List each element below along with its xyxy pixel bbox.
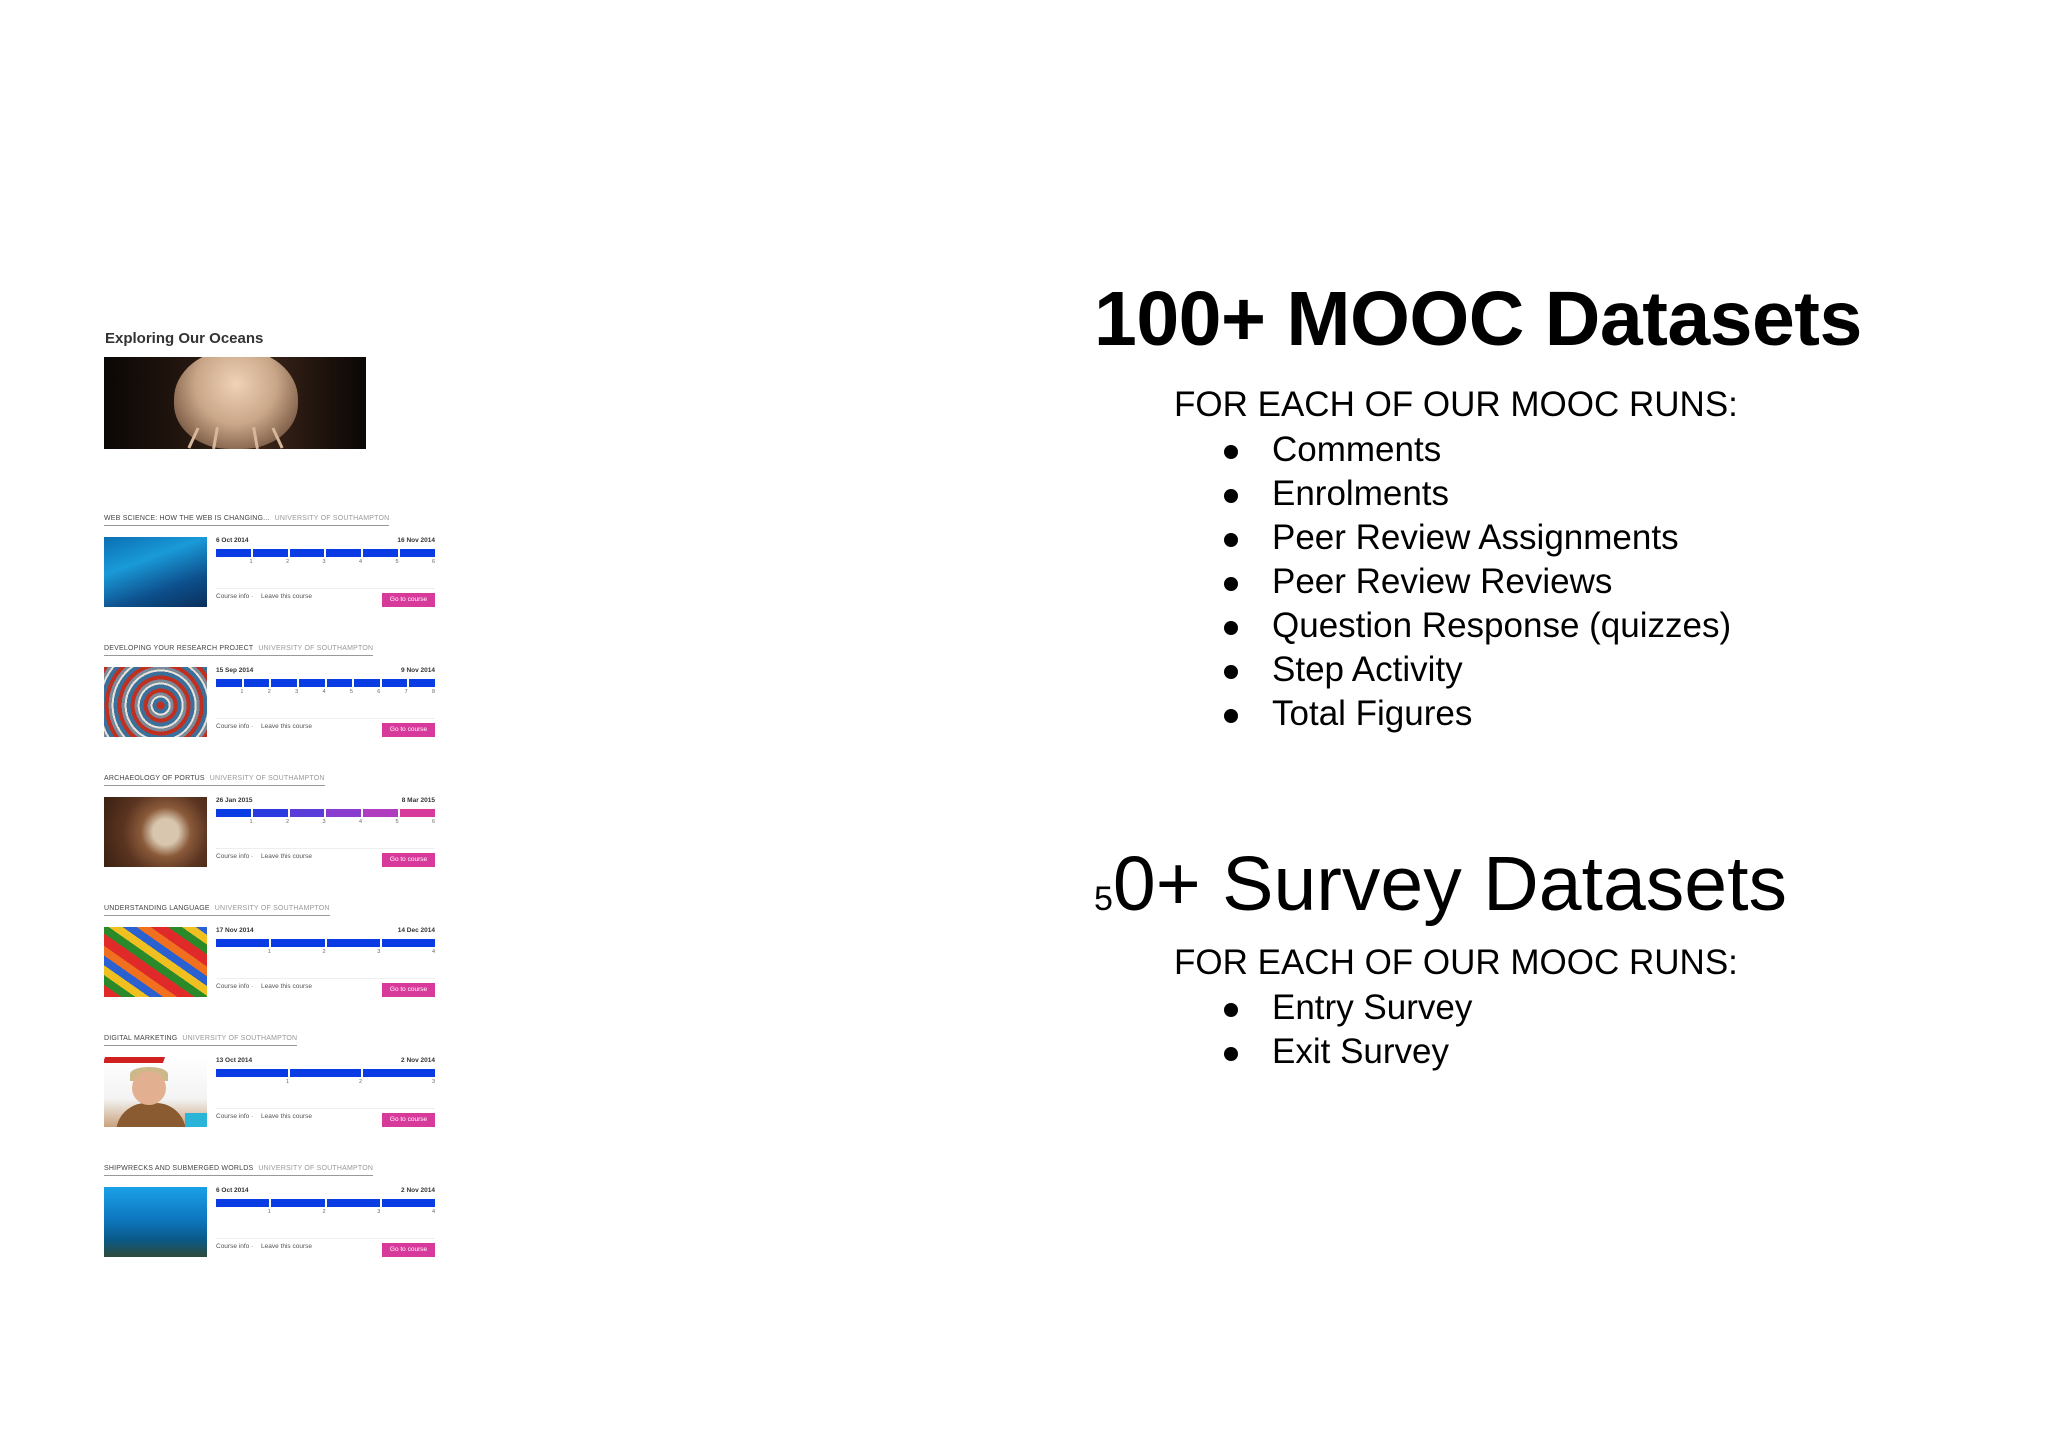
week-label: 5 bbox=[395, 819, 399, 825]
week-label: 1 bbox=[240, 689, 244, 695]
list-item: Step Activity bbox=[1224, 648, 1731, 692]
go-to-course-button[interactable]: Go to course bbox=[382, 723, 435, 737]
course-card: DEVELOPING YOUR RESEARCH PROJECT UNIVERSITY OF SOUTHAMPTON 15 Sep 2014 9 Nov 2014 1 2 3 4 5 6 7 8 Course info · Leave this course Go to course bbox=[104, 651, 435, 747]
survey-datasets-heading bbox=[1094, 840, 1787, 929]
course-university: UNIVERSITY OF SOUTHAMPTON bbox=[258, 645, 374, 652]
week-label: 6 bbox=[377, 689, 381, 695]
week-label: 4 bbox=[358, 559, 362, 565]
week-label: 3 bbox=[377, 1209, 381, 1215]
course-name: DEVELOPING YOUR RESEARCH PROJECT bbox=[104, 645, 254, 652]
leave-course-link[interactable]: Leave this course bbox=[261, 1243, 312, 1250]
survey-dataset-list bbox=[1224, 986, 1472, 1074]
week-label: 2 bbox=[285, 819, 289, 825]
list-item: Comments bbox=[1224, 428, 1731, 472]
end-date: 8 Mar 2015 bbox=[401, 797, 435, 804]
go-to-course-button[interactable]: Go to course bbox=[382, 983, 435, 997]
start-date: 13 Oct 2014 bbox=[216, 1057, 253, 1064]
week-label: 6 bbox=[431, 819, 435, 825]
course-card: DIGITAL MARKETING UNIVERSITY OF SOUTHAMPTON 13 Oct 2014 2 Nov 2014 1 2 3 Course info · Leave this course Go to course bbox=[104, 1041, 435, 1137]
course-card: ARCHAEOLOGY OF PORTUS UNIVERSITY OF SOUTHAMPTON 26 Jan 2015 8 Mar 2015 1 2 3 4 5 6 Course info · Leave this course Go to course bbox=[104, 781, 435, 877]
featured-course-title[interactable]: Exploring Our Oceans bbox=[105, 330, 264, 347]
list-item: Enrolments bbox=[1224, 472, 1731, 516]
week-progress-bar bbox=[216, 939, 435, 947]
week-label: 1 bbox=[285, 1079, 289, 1085]
week-label: 4 bbox=[431, 1209, 435, 1215]
week-label: 2 bbox=[322, 1209, 326, 1215]
course-name: WEB SCIENCE: HOW THE WEB IS CHANGING... bbox=[104, 515, 270, 522]
list-item: Question Response (quizzes) bbox=[1224, 604, 1731, 648]
week-progress-bar bbox=[216, 1069, 435, 1077]
start-date: 6 Oct 2014 bbox=[216, 537, 249, 544]
start-date: 15 Sep 2014 bbox=[216, 667, 254, 674]
course-header[interactable] bbox=[104, 645, 373, 656]
course-university: UNIVERSITY OF SOUTHAMPTON bbox=[209, 775, 325, 782]
week-label: 1 bbox=[249, 559, 253, 565]
start-date: 6 Oct 2014 bbox=[216, 1187, 249, 1194]
go-to-course-button[interactable]: Go to course bbox=[382, 593, 435, 607]
course-header[interactable] bbox=[104, 1035, 297, 1046]
week-progress-bar bbox=[216, 809, 435, 817]
leave-course-link[interactable]: Leave this course bbox=[261, 723, 312, 730]
course-thumbnail[interactable] bbox=[104, 1187, 207, 1257]
list-item: Peer Review Assignments bbox=[1224, 516, 1731, 560]
course-thumbnail[interactable] bbox=[104, 797, 207, 867]
week-label: 1 bbox=[249, 819, 253, 825]
mooc-datasets-heading: 100+ MOOC Datasets bbox=[1094, 276, 1862, 362]
heading-prefix: 5 bbox=[1094, 880, 1113, 918]
week-label: 6 bbox=[431, 559, 435, 565]
go-to-course-button[interactable]: Go to course bbox=[382, 853, 435, 867]
mooc-subheading: FOR EACH OF OUR MOOC RUNS: bbox=[1174, 385, 1738, 424]
end-date: 2 Nov 2014 bbox=[401, 1057, 435, 1064]
course-info-link[interactable]: Course info bbox=[216, 1243, 250, 1250]
week-progress-bar bbox=[216, 549, 435, 557]
leave-course-link[interactable]: Leave this course bbox=[261, 853, 312, 860]
course-info-link[interactable]: Course info bbox=[216, 983, 250, 990]
survey-subheading: FOR EACH OF OUR MOOC RUNS: bbox=[1174, 943, 1738, 982]
heading-rest: 0+ Survey Datasets bbox=[1112, 841, 1788, 927]
week-label: 4 bbox=[358, 819, 362, 825]
week-label: 4 bbox=[431, 949, 435, 955]
list-item: Total Figures bbox=[1224, 692, 1731, 736]
week-label: 2 bbox=[322, 949, 326, 955]
week-label: 7 bbox=[404, 689, 408, 695]
course-name: UNDERSTANDING LANGUAGE bbox=[104, 905, 210, 912]
course-card: SHIPWRECKS AND SUBMERGED WORLDS UNIVERSITY OF SOUTHAMPTON 6 Oct 2014 2 Nov 2014 1 2 3 4 Course info · Leave this course Go to course bbox=[104, 1171, 435, 1267]
list-item: Exit Survey bbox=[1224, 1030, 1472, 1074]
course-thumbnail[interactable] bbox=[104, 667, 207, 737]
course-university: UNIVERSITY OF SOUTHAMPTON bbox=[258, 1165, 374, 1172]
course-thumbnail[interactable] bbox=[104, 1057, 207, 1127]
list-item: Entry Survey bbox=[1224, 986, 1472, 1030]
course-university: UNIVERSITY OF SOUTHAMPTON bbox=[274, 515, 390, 522]
course-header[interactable] bbox=[104, 775, 325, 786]
course-university: UNIVERSITY OF SOUTHAMPTON bbox=[214, 905, 330, 912]
week-label: 2 bbox=[267, 689, 271, 695]
course-thumbnail[interactable] bbox=[104, 927, 207, 997]
week-label: 1 bbox=[267, 1209, 271, 1215]
week-label: 4 bbox=[322, 689, 326, 695]
course-university: UNIVERSITY OF SOUTHAMPTON bbox=[182, 1035, 298, 1042]
leave-course-link[interactable]: Leave this course bbox=[261, 983, 312, 990]
course-thumbnail[interactable] bbox=[104, 537, 207, 607]
course-name: DIGITAL MARKETING bbox=[104, 1035, 178, 1042]
end-date: 14 Dec 2014 bbox=[397, 927, 435, 934]
course-card: WEB SCIENCE: HOW THE WEB IS CHANGING... UNIVERSITY OF SOUTHAMPTON 6 Oct 2014 16 Nov 2014 1 2 3 4 5 6 Course info · Leave this course Go to course bbox=[104, 521, 435, 617]
week-label: 3 bbox=[322, 559, 326, 565]
list-item: Peer Review Reviews bbox=[1224, 560, 1731, 604]
start-date: 26 Jan 2015 bbox=[216, 797, 253, 804]
course-header[interactable] bbox=[104, 515, 389, 526]
course-card: UNDERSTANDING LANGUAGE UNIVERSITY OF SOUTHAMPTON 17 Nov 2014 14 Dec 2014 1 2 3 4 Course info · Leave this course Go to course bbox=[104, 911, 435, 1007]
course-list-screenshot bbox=[104, 330, 484, 1267]
course-header[interactable] bbox=[104, 1165, 373, 1176]
course-name: SHIPWRECKS AND SUBMERGED WORLDS bbox=[104, 1165, 254, 1172]
featured-course-image[interactable] bbox=[104, 357, 366, 449]
end-date: 9 Nov 2014 bbox=[401, 667, 435, 674]
week-label: 5 bbox=[395, 559, 399, 565]
leave-course-link[interactable]: Leave this course bbox=[261, 593, 312, 600]
end-date: 16 Nov 2014 bbox=[397, 537, 435, 544]
week-label: 3 bbox=[377, 949, 381, 955]
course-info-link[interactable]: Course info bbox=[216, 723, 250, 730]
week-label: 3 bbox=[431, 1079, 435, 1085]
week-label: 1 bbox=[267, 949, 271, 955]
week-label: 2 bbox=[358, 1079, 362, 1085]
week-progress-bar bbox=[216, 1199, 435, 1207]
week-label: 3 bbox=[295, 689, 299, 695]
go-to-course-button[interactable]: Go to course bbox=[382, 1113, 435, 1127]
end-date: 2 Nov 2014 bbox=[401, 1187, 435, 1194]
week-progress-bar bbox=[216, 679, 435, 687]
week-label: 2 bbox=[285, 559, 289, 565]
course-info-link[interactable]: Course info bbox=[216, 593, 250, 600]
course-info-link[interactable]: Course info bbox=[216, 1113, 250, 1120]
start-date: 17 Nov 2014 bbox=[216, 927, 254, 934]
go-to-course-button[interactable]: Go to course bbox=[382, 1243, 435, 1257]
course-header[interactable] bbox=[104, 905, 330, 916]
mooc-dataset-list bbox=[1224, 428, 1731, 736]
week-label: 3 bbox=[322, 819, 326, 825]
week-label: 8 bbox=[431, 689, 435, 695]
leave-course-link[interactable]: Leave this course bbox=[261, 1113, 312, 1120]
course-name: ARCHAEOLOGY OF PORTUS bbox=[104, 775, 205, 782]
course-info-link[interactable]: Course info bbox=[216, 853, 250, 860]
week-label: 5 bbox=[349, 689, 353, 695]
